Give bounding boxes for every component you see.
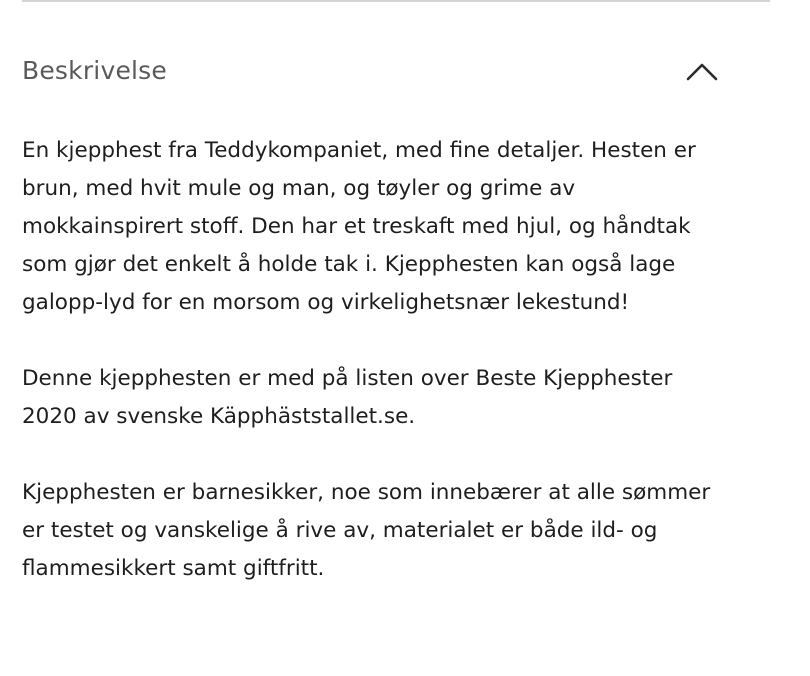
description-accordion-header[interactable] [22,48,770,94]
description-paragraph-3: Kjepphesten er barnesikker, noe som innebærer at alle sømmer er testet og vanskelige å rive av, materialet er både ild- og flammesikkert samt giftfritt. [22,480,711,581]
chevron-up-icon[interactable] [684,59,720,83]
description-content [22,132,762,626]
description-paragraph-2: Denne kjepphesten er med på listen over Beste Kjepphester 2020 av svenske Käpphäststallet.se. [22,366,673,429]
top-divider [22,0,770,2]
description-paragraph-1: En kjepphest fra Teddykompaniet, med fine detaljer. Hesten er brun, med hvit mule og man, og tøyler og grime av mokkainspirert stoff. Den har et treskaft med hjul, og håndtak som gjør det enkelt å holde tak i. Kjepphesten kan også lage galopp-lyd for en morsom og virkelighetsnær lekestund! [22,138,696,315]
accordion-title: Beskrivelse [22,56,167,85]
